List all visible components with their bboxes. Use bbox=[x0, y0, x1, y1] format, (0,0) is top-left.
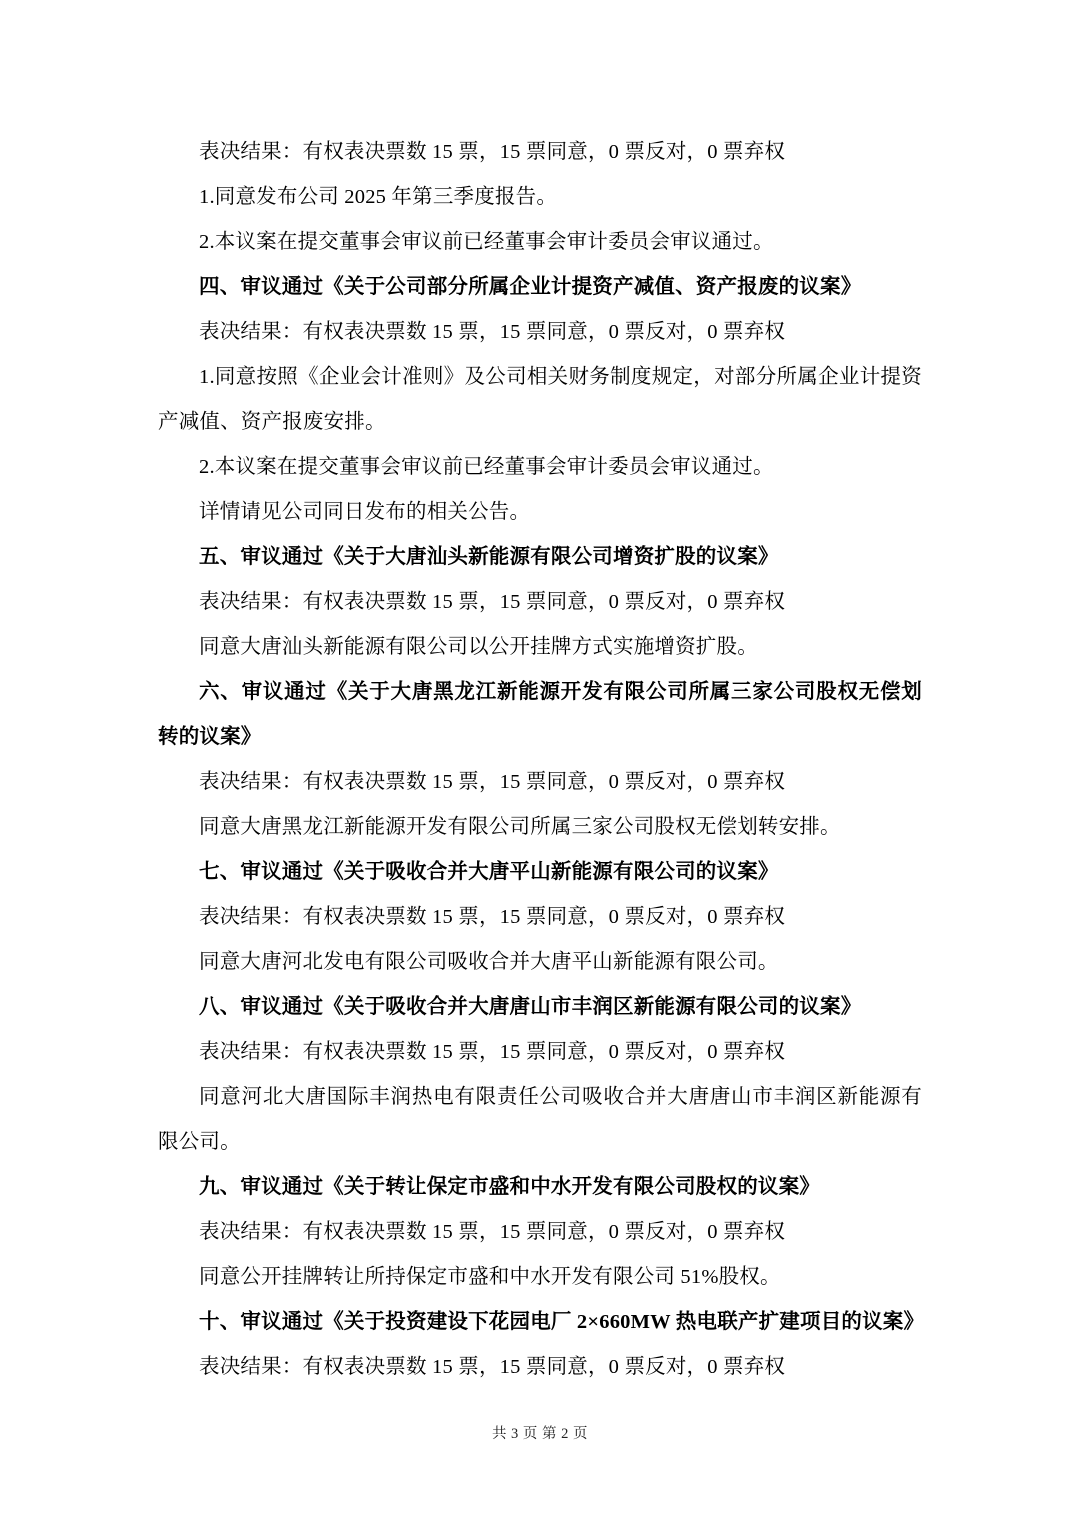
paragraph-approval-detail: 同意大唐河北发电有限公司吸收合并大唐平山新能源有限公司。 bbox=[199, 951, 779, 973]
paragraph-voting-result: 表决结果：有权表决票数 15 票，15 票同意，0 票反对，0 票弃权 bbox=[199, 1356, 786, 1378]
paragraph-approval-detail: 同意河北大唐国际丰润热电有限责任公司吸收合并大唐唐山市丰润区新能源有限公司。 bbox=[158, 1086, 922, 1153]
heading-resolution-six: 六、审议通过《关于大唐黑龙江新能源开发有限公司所属三家公司股权无偿划转的议案》 bbox=[158, 681, 922, 748]
paragraph-item-1: 1.同意按照《企业会计准则》及公司相关财务制度规定，对部分所属企业计提资产减值、资产报废安排。 bbox=[158, 366, 922, 433]
paragraph-item-1: 1.同意发布公司 2025 年第三季度报告。 bbox=[199, 186, 558, 208]
heading-resolution-seven: 七、审议通过《关于吸收合并大唐平山新能源有限公司的议案》 bbox=[199, 861, 779, 883]
paragraph-voting-result: 表决结果：有权表决票数 15 票，15 票同意，0 票反对，0 票弃权 bbox=[199, 591, 786, 613]
paragraph-voting-result: 表决结果：有权表决票数 15 票，15 票同意，0 票反对，0 票弃权 bbox=[199, 906, 786, 928]
paragraph-voting-result: 表决结果：有权表决票数 15 票，15 票同意，0 票反对，0 票弃权 bbox=[199, 1041, 786, 1063]
heading-resolution-five: 五、审议通过《关于大唐汕头新能源有限公司增资扩股的议案》 bbox=[199, 546, 779, 568]
paragraph-item-2: 2.本议案在提交董事会审议前已经董事会审计委员会审议通过。 bbox=[199, 456, 774, 478]
paragraph-voting-result: 表决结果：有权表决票数 15 票，15 票同意，0 票反对，0 票弃权 bbox=[199, 771, 786, 793]
paragraph-item-2: 2.本议案在提交董事会审议前已经董事会审计委员会审议通过。 bbox=[199, 231, 774, 253]
paragraph-approval-detail: 同意公开挂牌转让所持保定市盛和中水开发有限公司 51%股权。 bbox=[199, 1266, 781, 1288]
page-footer: 共 3 页 第 2 页 bbox=[491, 1426, 589, 1442]
paragraph-voting-result: 表决结果：有权表决票数 15 票，15 票同意，0 票反对，0 票弃权 bbox=[199, 141, 786, 163]
document-body bbox=[158, 130, 925, 1390]
paragraph-voting-result: 表决结果：有权表决票数 15 票，15 票同意，0 票反对，0 票弃权 bbox=[199, 1221, 786, 1243]
heading-resolution-nine: 九、审议通过《关于转让保定市盛和中水开发有限公司股权的议案》 bbox=[199, 1176, 820, 1198]
heading-resolution-eight: 八、审议通过《关于吸收合并大唐唐山市丰润区新能源有限公司的议案》 bbox=[199, 996, 862, 1018]
heading-resolution-ten: 十、审议通过《关于投资建设下花园电厂 2×660MW 热电联产扩建项目的议案》 bbox=[199, 1311, 925, 1333]
paragraph-announcement-note: 详情请见公司同日发布的相关公告。 bbox=[199, 501, 531, 523]
paragraph-approval-detail: 同意大唐汕头新能源有限公司以公开挂牌方式实施增资扩股。 bbox=[199, 636, 758, 658]
paragraph-approval-detail: 同意大唐黑龙江新能源开发有限公司所属三家公司股权无偿划转安排。 bbox=[199, 816, 841, 838]
paragraph-voting-result: 表决结果：有权表决票数 15 票，15 票同意，0 票反对，0 票弃权 bbox=[199, 321, 786, 343]
heading-resolution-four: 四、审议通过《关于公司部分所属企业计提资产减值、资产报废的议案》 bbox=[199, 276, 862, 298]
